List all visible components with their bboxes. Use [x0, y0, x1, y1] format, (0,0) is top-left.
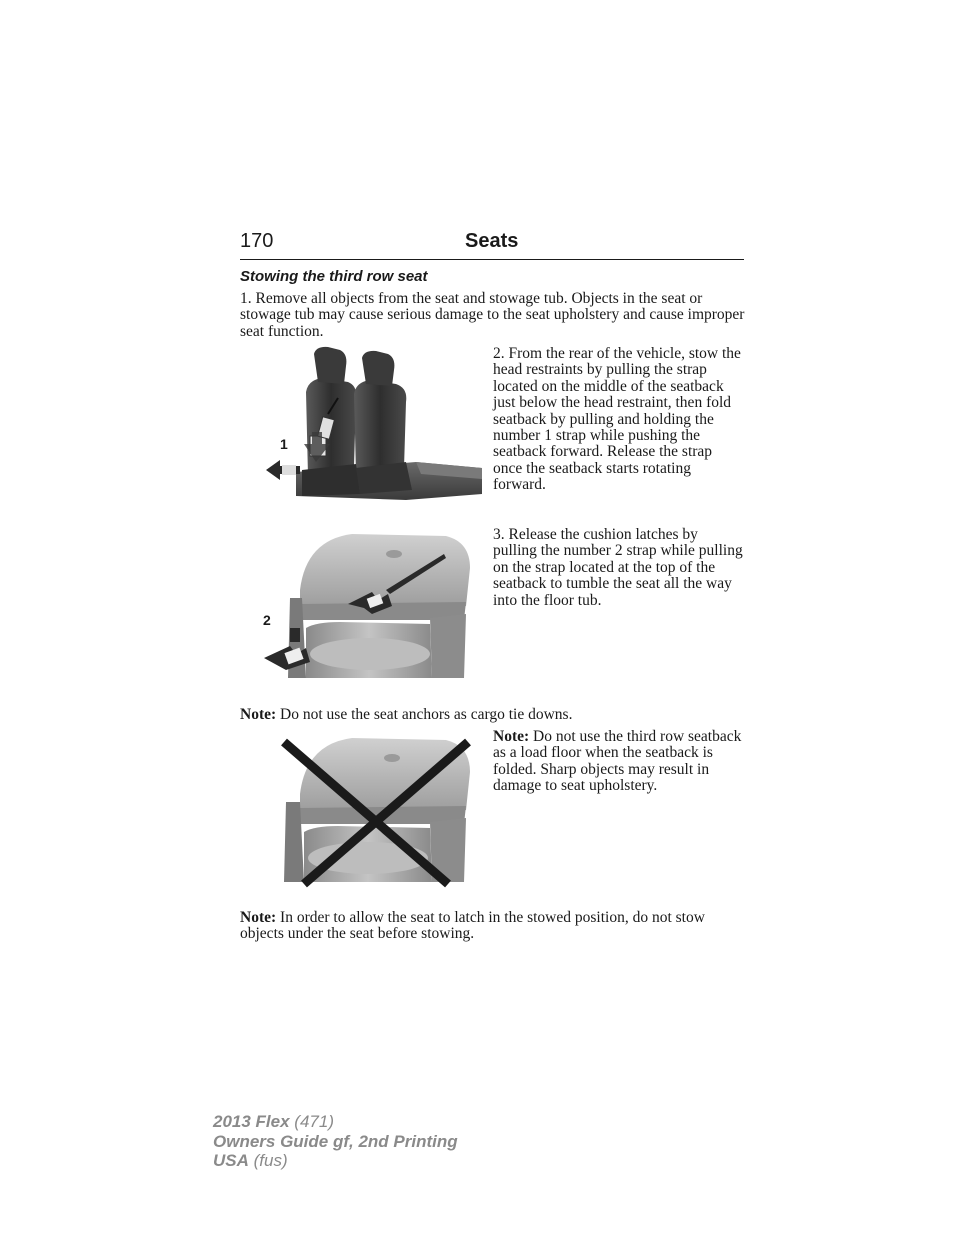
figure-seat-load-floor-prohibited	[278, 732, 474, 888]
step-3-text: 3. Release the cushion latches by pulling the number 2 strap while pulling on the strap located at the top of the seatback to tumble the seat all the way into the floor tub.	[493, 526, 743, 609]
page-title: Seats	[465, 230, 519, 252]
note-3-label: Note:	[240, 909, 277, 926]
note-1-label: Note:	[240, 706, 277, 723]
note-3	[240, 910, 745, 943]
header-rule	[240, 259, 744, 260]
note-1-text: Do not use the seat anchors as cargo tie downs.	[280, 706, 573, 723]
note-1	[240, 707, 745, 723]
step-2-text: 2. From the rear of the vehicle, stow the head restraints by pulling the strap located on the middle of the seatback just below the head restraint, then fold seatback by pulling and holding the number 1 strap while pushing the seatback forward. Release the strap once the seatback starts rotating forward.	[493, 345, 741, 494]
seat-upright-illustration	[256, 344, 484, 502]
note-2	[493, 729, 745, 795]
footer-guide-line	[213, 1132, 458, 1152]
seat-crossed-out-illustration	[278, 732, 474, 888]
footer-region-line	[213, 1151, 458, 1171]
note-3-text: In order to allow the seat to latch in the stowed position, do not stow objects under the seat before stowing.	[240, 909, 705, 943]
section-subheading: Stowing the third row seat	[240, 268, 428, 285]
footer-model-code: (471)	[294, 1112, 334, 1131]
figure-2-callout: 2	[263, 612, 271, 628]
note-2-text: Do not use the third row seatback as a load floor when the seatback is folded. Sharp objects may result in damage to seat upholstery.	[493, 728, 742, 795]
page-number: 170	[240, 230, 274, 252]
footer-model: 2013 Flex	[213, 1112, 290, 1131]
footer-region: USA	[213, 1151, 249, 1170]
figure-1-callout: 1	[280, 436, 288, 452]
note-2-label: Note:	[493, 728, 530, 745]
footer-guide: Owners Guide gf, 2nd Printing	[213, 1131, 458, 1151]
page-footer	[213, 1112, 458, 1171]
footer-model-line	[213, 1112, 458, 1132]
figure-seat-folded	[260, 528, 474, 684]
figure-seat-upright	[256, 344, 484, 502]
footer-region-code: (fus)	[253, 1151, 288, 1170]
step-1-text: 1. Remove all objects from the seat and stowage tub. Objects in the seat or stowage tub may cause serious damage to the seat upholstery and cause improper seat function.	[240, 290, 745, 340]
seat-folded-illustration	[260, 528, 474, 684]
